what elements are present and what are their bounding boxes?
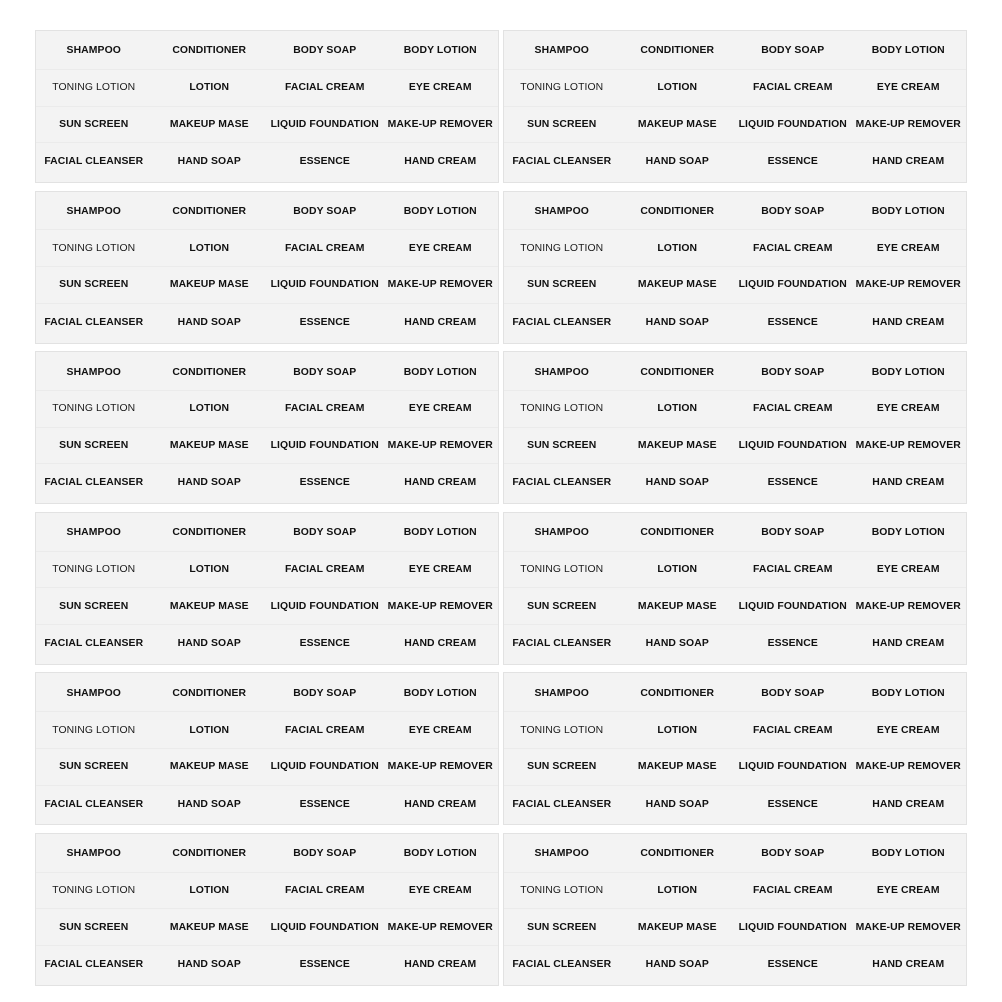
label-sheet [503, 833, 967, 986]
sticker-label: FACIAL CLEANSER [512, 959, 612, 971]
sticker-label: MAKEUP MASE [152, 588, 268, 625]
sticker-label: LOTION [152, 552, 268, 589]
sticker-label: EYE CREAM [851, 70, 967, 107]
sticker-label: FACIAL CREAM [735, 230, 851, 267]
sticker-label: BODY SOAP [735, 33, 851, 70]
sticker-label: ESSENCE [299, 959, 350, 971]
sticker-label: CONDITIONER [152, 675, 268, 712]
sticker-label: MAKEUP MASE [620, 749, 736, 786]
sticker-label: SUN SCREEN [36, 267, 152, 304]
sticker-label: EYE CREAM [851, 391, 967, 428]
sticker-label: HAND CREAM [872, 798, 945, 810]
sticker-label: FACIAL CREAM [735, 70, 851, 107]
sticker-label: HAND CREAM [404, 798, 477, 810]
sticker-label: SHAMPOO [504, 33, 620, 70]
sticker-label: LIQUID FOUNDATION [267, 588, 383, 625]
label-sheet [35, 672, 499, 825]
sticker-label: HAND SOAP [645, 477, 709, 489]
sticker-label: MAKEUP MASE [152, 428, 268, 465]
sticker-label: LIQUID FOUNDATION [735, 749, 851, 786]
sticker-label: MAKE-UP REMOVER [851, 588, 967, 625]
label-sheet [503, 672, 967, 825]
sticker-label: MAKE-UP REMOVER [383, 749, 499, 786]
sticker-label: MAKEUP MASE [152, 107, 268, 144]
sticker-label: LIQUID FOUNDATION [735, 107, 851, 144]
sticker-label: SUN SCREEN [504, 267, 620, 304]
sticker-label: LIQUID FOUNDATION [735, 428, 851, 465]
sticker-label: TONING LOTION [36, 70, 152, 107]
sticker-label: BODY LOTION [851, 675, 967, 712]
label-sheet [35, 30, 499, 183]
sticker-label: HAND CREAM [872, 637, 945, 649]
sticker-label: BODY LOTION [851, 515, 967, 552]
sticker-label: LIQUID FOUNDATION [735, 588, 851, 625]
sticker-label: MAKEUP MASE [620, 267, 736, 304]
sticker-label: SUN SCREEN [36, 749, 152, 786]
sticker-label: LOTION [620, 552, 736, 589]
sticker-label: EYE CREAM [383, 552, 499, 589]
sticker-label: HAND SOAP [177, 959, 241, 971]
sticker-label: MAKEUP MASE [152, 267, 268, 304]
sticker-label: BODY LOTION [383, 194, 499, 231]
sticker-label: TONING LOTION [504, 230, 620, 267]
sticker-label: LIQUID FOUNDATION [267, 428, 383, 465]
sticker-label: SUN SCREEN [504, 107, 620, 144]
sticker-label: LOTION [620, 391, 736, 428]
sticker-label: BODY LOTION [851, 836, 967, 873]
sticker-label: LOTION [152, 873, 268, 910]
sticker-label: SUN SCREEN [504, 428, 620, 465]
sticker-label: FACIAL CLEANSER [44, 156, 144, 168]
sticker-label: HAND SOAP [177, 156, 241, 168]
sticker-label: FACIAL CREAM [267, 552, 383, 589]
sticker-label: FACIAL CLEANSER [44, 959, 144, 971]
sticker-label: BODY LOTION [383, 515, 499, 552]
sticker-label: BODY SOAP [267, 354, 383, 391]
sticker-label: MAKE-UP REMOVER [383, 107, 499, 144]
sticker-label: HAND CREAM [872, 156, 945, 168]
sticker-label: HAND SOAP [177, 316, 241, 328]
sticker-label: HAND CREAM [404, 477, 477, 489]
sticker-label: SHAMPOO [504, 354, 620, 391]
sticker-label: SHAMPOO [504, 194, 620, 231]
sticker-label: MAKE-UP REMOVER [851, 428, 967, 465]
sticker-label: TONING LOTION [36, 873, 152, 910]
label-sheet [503, 351, 967, 504]
sticker-label: HAND SOAP [645, 798, 709, 810]
sticker-label: FACIAL CREAM [735, 873, 851, 910]
label-sheet [503, 30, 967, 183]
sticker-label: SHAMPOO [36, 515, 152, 552]
sticker-label: HAND CREAM [872, 959, 945, 971]
sticker-label: MAKEUP MASE [620, 428, 736, 465]
sticker-label: FACIAL CLEANSER [512, 637, 612, 649]
sticker-label: ESSENCE [299, 477, 350, 489]
sticker-label: FACIAL CLEANSER [512, 798, 612, 810]
sticker-label: BODY SOAP [735, 354, 851, 391]
sticker-label: MAKEUP MASE [152, 909, 268, 946]
sticker-label: CONDITIONER [152, 354, 268, 391]
label-sheet [503, 191, 967, 344]
sticker-label: FACIAL CLEANSER [512, 156, 612, 168]
sticker-label: BODY SOAP [267, 836, 383, 873]
sticker-label: HAND CREAM [404, 637, 477, 649]
sticker-label: BODY SOAP [735, 836, 851, 873]
sticker-label: TONING LOTION [504, 552, 620, 589]
sticker-label: FACIAL CREAM [735, 552, 851, 589]
sticker-label: HAND SOAP [177, 798, 241, 810]
sticker-label: BODY SOAP [735, 515, 851, 552]
sticker-label: TONING LOTION [504, 70, 620, 107]
sticker-label: MAKE-UP REMOVER [383, 588, 499, 625]
label-sheet-grid [35, 30, 967, 986]
sticker-label: CONDITIONER [620, 33, 736, 70]
label-sheet [35, 351, 499, 504]
sticker-label: HAND SOAP [177, 637, 241, 649]
sticker-label: CONDITIONER [152, 836, 268, 873]
sticker-label: LIQUID FOUNDATION [735, 267, 851, 304]
sticker-label: LIQUID FOUNDATION [267, 107, 383, 144]
sticker-label: BODY SOAP [267, 515, 383, 552]
sticker-label: FACIAL CREAM [735, 712, 851, 749]
sticker-label: SUN SCREEN [504, 909, 620, 946]
sticker-label: SUN SCREEN [36, 909, 152, 946]
sticker-label: FACIAL CREAM [267, 70, 383, 107]
sticker-label: SHAMPOO [36, 354, 152, 391]
sticker-label: EYE CREAM [383, 230, 499, 267]
sticker-label: EYE CREAM [851, 230, 967, 267]
sticker-label: BODY LOTION [383, 675, 499, 712]
sticker-label: ESSENCE [299, 156, 350, 168]
sticker-label: LIQUID FOUNDATION [267, 909, 383, 946]
sticker-label: BODY LOTION [851, 33, 967, 70]
sticker-label: FACIAL CLEANSER [44, 316, 144, 328]
sticker-label: HAND CREAM [872, 316, 945, 328]
sticker-label: ESSENCE [767, 156, 818, 168]
sticker-label: LIQUID FOUNDATION [735, 909, 851, 946]
sticker-label: HAND CREAM [872, 477, 945, 489]
sticker-label: SHAMPOO [504, 515, 620, 552]
sticker-label: ESSENCE [767, 477, 818, 489]
label-sheet [35, 833, 499, 986]
sticker-label: MAKEUP MASE [152, 749, 268, 786]
sticker-label: SHAMPOO [36, 836, 152, 873]
sticker-label: SHAMPOO [504, 836, 620, 873]
sticker-label: FACIAL CLEANSER [44, 798, 144, 810]
sticker-label: BODY SOAP [267, 33, 383, 70]
sticker-label: BODY SOAP [267, 675, 383, 712]
sticker-label: MAKEUP MASE [620, 107, 736, 144]
sticker-label: HAND CREAM [404, 959, 477, 971]
label-sheet [503, 512, 967, 665]
sticker-label: FACIAL CREAM [267, 712, 383, 749]
sticker-label: TONING LOTION [504, 391, 620, 428]
sticker-label: SUN SCREEN [36, 107, 152, 144]
sticker-label: TONING LOTION [36, 391, 152, 428]
sticker-label: EYE CREAM [383, 873, 499, 910]
sticker-label: LOTION [620, 230, 736, 267]
sticker-label: CONDITIONER [620, 354, 736, 391]
sticker-label: MAKE-UP REMOVER [383, 428, 499, 465]
sticker-label: BODY LOTION [851, 194, 967, 231]
sticker-label: CONDITIONER [152, 515, 268, 552]
sticker-label: LOTION [620, 873, 736, 910]
sticker-label: LIQUID FOUNDATION [267, 749, 383, 786]
sticker-label: BODY SOAP [735, 194, 851, 231]
sticker-label: ESSENCE [299, 637, 350, 649]
sticker-label: EYE CREAM [383, 712, 499, 749]
sticker-label: BODY SOAP [735, 675, 851, 712]
sticker-label: LOTION [152, 230, 268, 267]
sticker-label: ESSENCE [767, 637, 818, 649]
sticker-label: HAND SOAP [645, 156, 709, 168]
sticker-label: MAKE-UP REMOVER [851, 909, 967, 946]
sticker-label: TONING LOTION [36, 712, 152, 749]
sticker-label: BODY LOTION [383, 33, 499, 70]
sticker-label: FACIAL CREAM [267, 391, 383, 428]
sticker-label: MAKE-UP REMOVER [383, 909, 499, 946]
sticker-label: SHAMPOO [504, 675, 620, 712]
sticker-label: FACIAL CLEANSER [512, 316, 612, 328]
sticker-label: SUN SCREEN [504, 749, 620, 786]
sticker-label: EYE CREAM [851, 712, 967, 749]
sticker-label: BODY LOTION [851, 354, 967, 391]
sticker-label: CONDITIONER [152, 194, 268, 231]
sticker-label: MAKE-UP REMOVER [851, 267, 967, 304]
sticker-label: FACIAL CREAM [267, 230, 383, 267]
sticker-label: LOTION [152, 70, 268, 107]
sticker-label: MAKEUP MASE [620, 909, 736, 946]
sticker-label: CONDITIONER [620, 675, 736, 712]
sticker-label: BODY SOAP [267, 194, 383, 231]
sticker-label: BODY LOTION [383, 354, 499, 391]
sticker-label: BODY LOTION [383, 836, 499, 873]
sticker-label: HAND SOAP [645, 316, 709, 328]
sticker-label: TONING LOTION [504, 873, 620, 910]
sticker-label: TONING LOTION [36, 552, 152, 589]
sticker-label: TONING LOTION [504, 712, 620, 749]
sticker-label: HAND SOAP [645, 637, 709, 649]
sticker-label: ESSENCE [299, 798, 350, 810]
sticker-label: MAKE-UP REMOVER [383, 267, 499, 304]
sticker-label: HAND SOAP [645, 959, 709, 971]
sticker-label: EYE CREAM [383, 391, 499, 428]
sticker-label: LOTION [620, 70, 736, 107]
sticker-label: MAKE-UP REMOVER [851, 107, 967, 144]
sticker-label: EYE CREAM [851, 552, 967, 589]
sticker-label: HAND CREAM [404, 316, 477, 328]
sticker-label: CONDITIONER [620, 836, 736, 873]
sticker-label: HAND SOAP [177, 477, 241, 489]
sticker-label: EYE CREAM [383, 70, 499, 107]
label-sheet [35, 191, 499, 344]
sticker-label: MAKE-UP REMOVER [851, 749, 967, 786]
sticker-label: ESSENCE [767, 316, 818, 328]
sticker-label: LOTION [620, 712, 736, 749]
sticker-label: SUN SCREEN [504, 588, 620, 625]
sticker-label: LOTION [152, 712, 268, 749]
label-sheet [35, 512, 499, 665]
sticker-label: SUN SCREEN [36, 428, 152, 465]
sticker-label: CONDITIONER [152, 33, 268, 70]
sticker-label: CONDITIONER [620, 515, 736, 552]
sticker-label: TONING LOTION [36, 230, 152, 267]
sticker-label: SHAMPOO [36, 675, 152, 712]
sticker-label: FACIAL CREAM [267, 873, 383, 910]
sticker-label: FACIAL CLEANSER [44, 477, 144, 489]
sticker-label: LOTION [152, 391, 268, 428]
sticker-label: EYE CREAM [851, 873, 967, 910]
sticker-label: FACIAL CLEANSER [512, 477, 612, 489]
sticker-label: FACIAL CREAM [735, 391, 851, 428]
sticker-label: SHAMPOO [36, 194, 152, 231]
sticker-label: CONDITIONER [620, 194, 736, 231]
sticker-label: HAND CREAM [404, 156, 477, 168]
sticker-label: MAKEUP MASE [620, 588, 736, 625]
sticker-label: FACIAL CLEANSER [44, 637, 144, 649]
sticker-label: SUN SCREEN [36, 588, 152, 625]
sticker-label: ESSENCE [299, 316, 350, 328]
sticker-label: SHAMPOO [36, 33, 152, 70]
sticker-label: ESSENCE [767, 798, 818, 810]
sticker-label: LIQUID FOUNDATION [267, 267, 383, 304]
sticker-label: ESSENCE [767, 959, 818, 971]
